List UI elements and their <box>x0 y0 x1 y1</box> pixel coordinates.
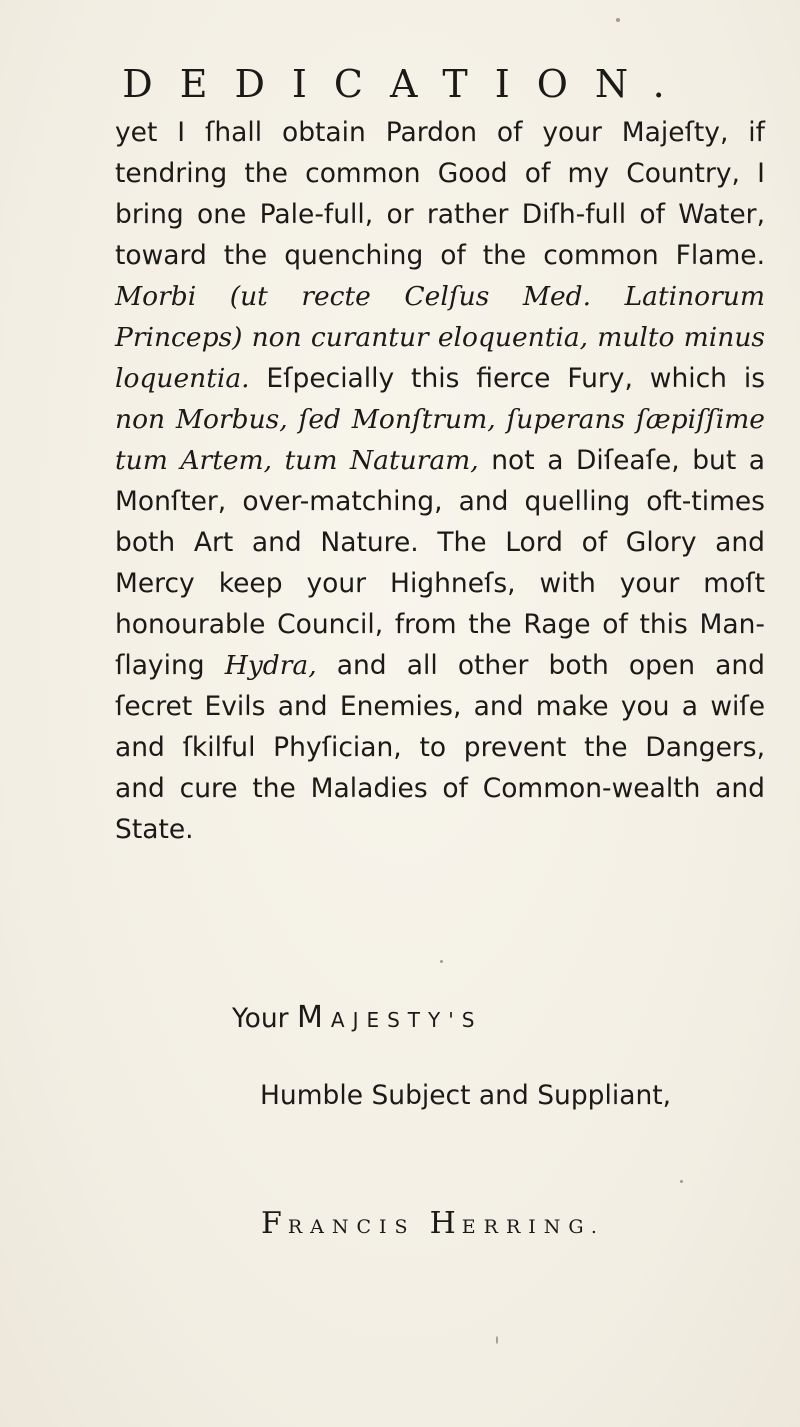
body-segment: Eſpecially this fierce Fury, which is <box>249 363 765 394</box>
closing-subject: Humble Subject and Suppliant, <box>260 1080 672 1111</box>
body-segment: and all other both open and ſecret Evils and Enemies, and make you a wiſe and ſkilful Phyſician, to prevent the Dangers, and cure the Maladies of Common-wealth and State. <box>115 650 765 845</box>
body-segment: not a Diſeaſe, but a Monſter, over-matching, and quelling oft-times both Art and Nature. The Lord of Glory and Mercy keep your Highneſs, with your moſt honourable Council, from the Rage of this Man-ſlaying <box>115 445 765 681</box>
dedication-body <box>115 112 765 850</box>
latin-phrase: Hydra, <box>224 650 317 681</box>
author-rancis: RANCIS <box>287 1216 430 1238</box>
latin-phrase: Morbi (ut recte Celſus Med. Latinorum Princeps) non curantur eloquentia, multo minus loquentia. <box>115 281 765 394</box>
body-segment: yet I ſhall obtain Pardon of your Majeſty, if tendring the common Good of my Country, I bring one Pale-full, or rather Diſh-full of Water, toward the quenching of the common Flame. <box>115 117 765 271</box>
salutation-m: M <box>297 1000 331 1035</box>
author-erring: ERRING. <box>461 1216 605 1238</box>
latin-phrase: non Morbus, ſed Monſtrum, ſuperans ſæpiſſime tum Artem, tum Naturam, <box>115 404 765 476</box>
author-f: F <box>261 1206 288 1241</box>
salutation-your: Your <box>232 1003 297 1034</box>
salutation-ajestys: AJESTY'S <box>330 1008 483 1032</box>
closing-salutation <box>232 1000 482 1035</box>
author-h: H <box>429 1206 462 1241</box>
paper-speck <box>496 1336 498 1344</box>
paper-speck <box>440 960 443 963</box>
paper-speck <box>680 1180 683 1183</box>
paper-speck <box>616 18 620 22</box>
author-signature <box>261 1206 605 1241</box>
page-header: DEDICATION. <box>122 62 692 106</box>
